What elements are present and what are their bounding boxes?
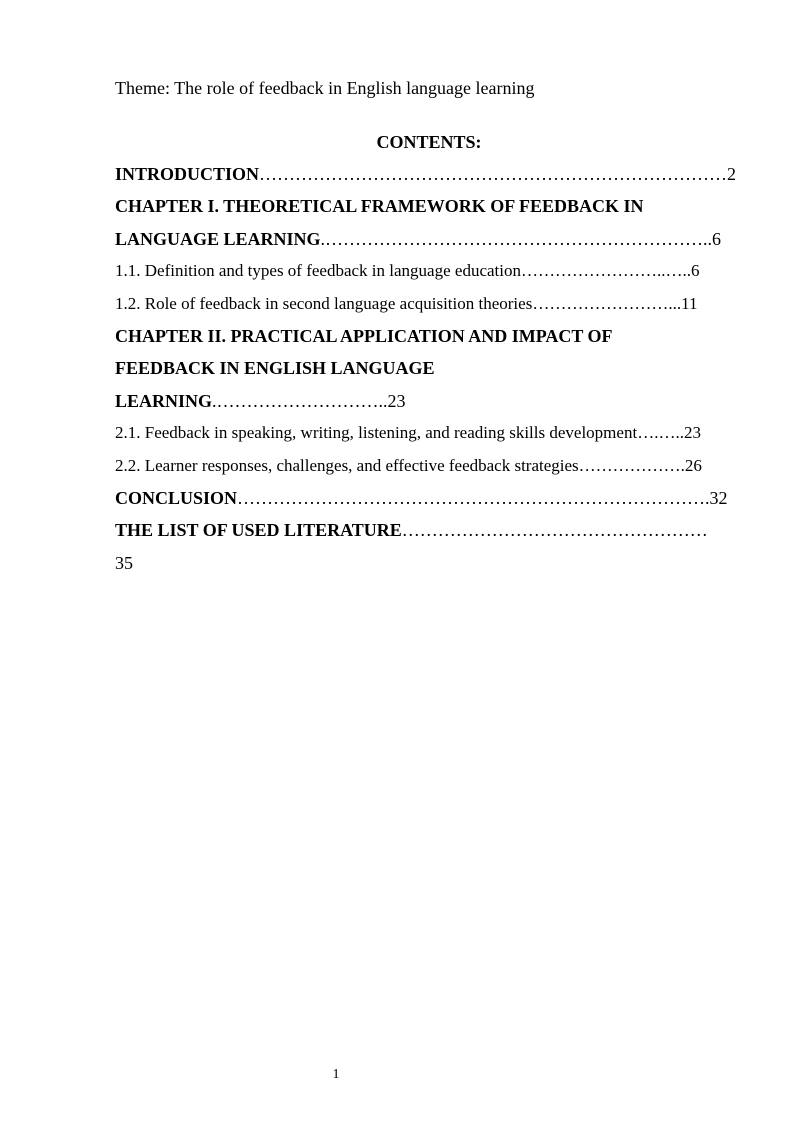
- toc-label: 2.1. Feedback in speaking, writing, listening, and reading skills development: [115, 423, 638, 443]
- toc-label: 2.2. Learner responses, challenges, and effective feedback strategies: [115, 455, 579, 475]
- toc-leader: .………………………..: [212, 390, 388, 411]
- toc-entry-chapter-2-title[interactable]: [115, 324, 745, 356]
- toc-page-number: ..11: [672, 293, 698, 313]
- toc-leader: ……………………..…..: [520, 261, 691, 281]
- toc-leader: ….…..: [637, 423, 684, 443]
- toc-entry-conclusion[interactable]: [115, 486, 745, 518]
- toc-entry-chapter-2[interactable]: [115, 389, 745, 421]
- contents-heading: CONTENTS:: [376, 132, 482, 152]
- toc-entry-2-1[interactable]: [115, 421, 745, 453]
- table-of-contents: [115, 162, 745, 583]
- toc-page-number: .6: [707, 228, 722, 249]
- toc-entry-literature[interactable]: [115, 518, 745, 550]
- page-number: 1: [332, 1067, 340, 1082]
- toc-page-number: .32: [705, 487, 728, 508]
- toc-label: LEARNING: [115, 390, 213, 411]
- toc-page-number: 23: [683, 423, 701, 443]
- toc-label: CHAPTER II. PRACTICAL APPLICATION AND IMPACT OF: [115, 325, 613, 346]
- theme-line: Theme: The role of feedback in English language learning: [115, 78, 535, 98]
- toc-entry-literature-page[interactable]: [115, 551, 745, 583]
- toc-label: LANGUAGE LEARNING: [115, 228, 321, 249]
- toc-label: THE LIST OF USED LITERATURE: [115, 520, 402, 541]
- toc-entry-introduction[interactable]: [115, 162, 745, 194]
- toc-label: CHAPTER I. THEORETICAL FRAMEWORK OF FEEDBACK IN: [115, 196, 644, 217]
- toc-label: CONCLUSION: [115, 487, 238, 508]
- toc-entry-chapter-1[interactable]: [115, 227, 745, 259]
- toc-leader: ……………………………………………………………………: [259, 164, 728, 184]
- toc-entry-1-1[interactable]: [115, 259, 745, 291]
- toc-leader: ……………………………………………: [401, 520, 708, 541]
- toc-entry-1-2[interactable]: [115, 292, 745, 324]
- toc-page-number: 6: [690, 261, 700, 281]
- toc-label: FEEDBACK IN ENGLISH LANGUAGE: [115, 358, 435, 379]
- toc-page-number: 23: [387, 390, 406, 411]
- toc-label: 1.1. Definition and types of feedback in language education: [115, 261, 521, 281]
- toc-leader: ………………: [578, 455, 681, 475]
- toc-page-number: 35: [115, 552, 133, 573]
- toc-page-number: .26: [680, 455, 702, 475]
- toc-leader: ……………………………………………………………………: [237, 487, 706, 508]
- toc-label: 1.2. Role of feedback in second language acquisition theories: [115, 293, 533, 313]
- toc-leader: .……………………………………………………….: [320, 228, 708, 249]
- toc-leader: …………………….: [532, 293, 673, 313]
- toc-entry-chapter-1-title[interactable]: [115, 194, 745, 226]
- toc-entry-chapter-2-title-cont[interactable]: [115, 356, 745, 388]
- toc-entry-2-2[interactable]: [115, 454, 745, 486]
- toc-page-number: 2: [727, 164, 737, 184]
- toc-label: INTRODUCTION: [115, 164, 260, 184]
